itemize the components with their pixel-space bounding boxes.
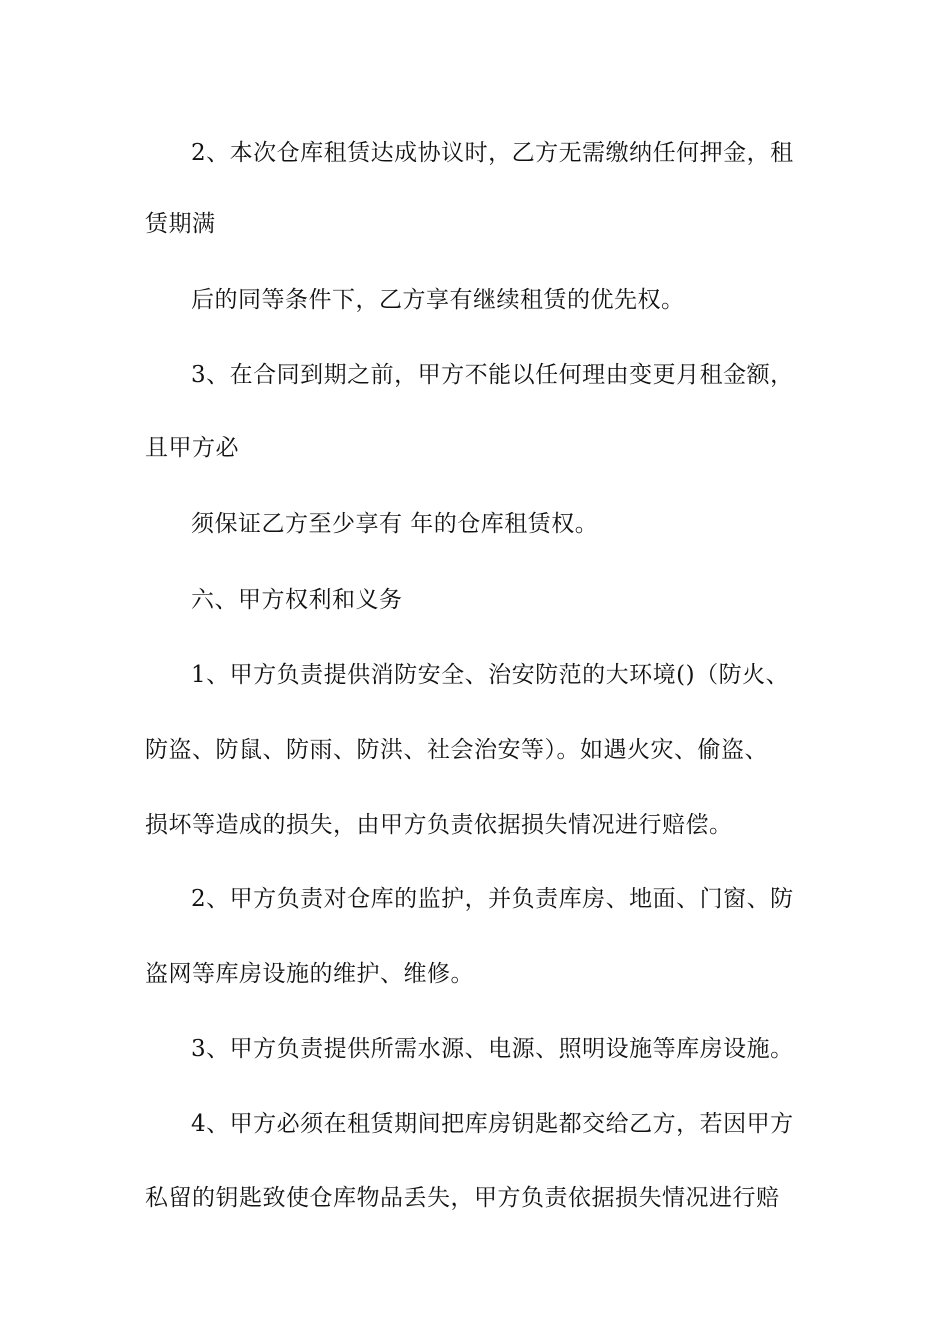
paragraph-text: 私留的钥匙致使仓库物品丢失，甲方负责依据损失情况进行赔 (145, 1185, 780, 1211)
paragraph-text: 须保证乙方至少享有 年的仓库租赁权。 (191, 511, 599, 537)
text-line (0, 957, 950, 991)
text-line (0, 882, 950, 916)
paragraph-text: 3、在合同到期之前，甲方不能以任何理由变更月租金额， (191, 362, 794, 388)
section-heading-line (0, 583, 950, 617)
paragraph-text: 1、甲方负责提供消防安全、治安防范的大环境()（防火、 (191, 662, 790, 688)
paragraph-text: 2、本次仓库租赁达成协议时，乙方无需缴纳任何押金，租 (191, 140, 794, 166)
text-line (0, 507, 950, 541)
text-line (0, 1181, 950, 1215)
text-line (0, 808, 950, 842)
paragraph-text: 3、甲方负责提供所需水源、电源、照明设施等库房设施。 (191, 1036, 794, 1062)
paragraph-text: 赁期满 (145, 211, 216, 237)
text-line (0, 733, 950, 767)
paragraph-text: 防盗、防鼠、防雨、防洪、社会治安等）。如遇火灾、偷盗、 (145, 737, 768, 763)
paragraph-text: 4、甲方必须在租赁期间把库房钥匙都交给乙方，若因甲方 (191, 1111, 794, 1137)
text-line (0, 1032, 950, 1066)
paragraph-text: 后的同等条件下，乙方享有继续租赁的优先权。 (191, 287, 685, 313)
paragraph-text: 盗网等库房设施的维护、维修。 (145, 961, 474, 987)
text-line (0, 1107, 950, 1141)
text-line (0, 358, 950, 392)
paragraph-text: 2、甲方负责对仓库的监护，并负责库房、地面、门窗、防 (191, 886, 794, 912)
section-heading: 六、甲方权利和义务 (191, 587, 403, 613)
paragraph-text: 损坏等造成的损失，由甲方负责依据损失情况进行赔偿。 (145, 812, 733, 838)
text-line (0, 658, 950, 692)
paragraph-text: 且甲方必 (145, 435, 239, 461)
text-line (0, 207, 950, 241)
text-line (0, 283, 950, 317)
text-line (0, 431, 950, 465)
text-line (0, 136, 950, 170)
